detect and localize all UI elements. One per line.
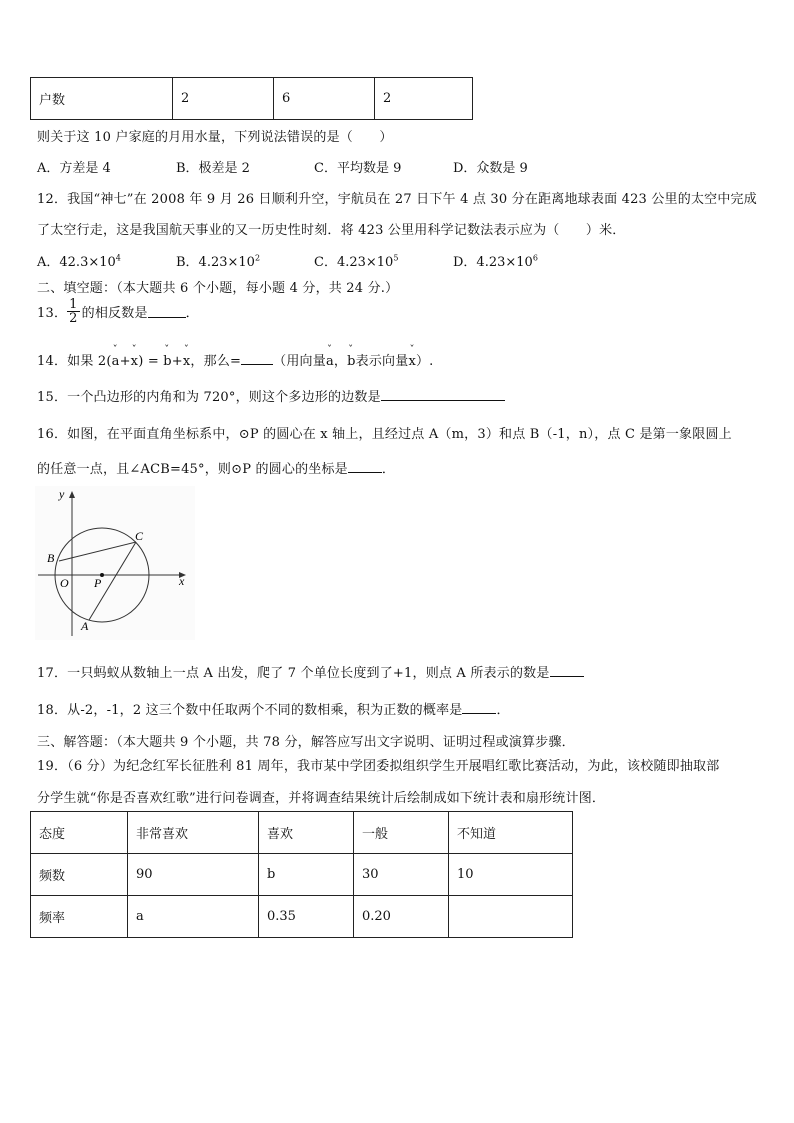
table-cell: 2 <box>375 78 473 120</box>
q14-prefix: 14．如果 2( <box>37 354 112 369</box>
q11-option-c: C．平均数是 9 <box>314 161 402 176</box>
table-cell: 30 <box>354 854 449 896</box>
vector-a: ˇ a <box>326 354 334 369</box>
table-cell: 6 <box>274 78 375 120</box>
q11-option-d: D．众数是 9 <box>453 161 528 176</box>
table-cell: 频数 <box>31 854 128 896</box>
point-c-label: C <box>135 529 144 543</box>
answer-blank <box>381 388 505 401</box>
x-axis-label: x <box>179 574 185 588</box>
q11-option-b: B．极差是 2 <box>176 161 250 176</box>
table-cell: 频率 <box>31 896 128 938</box>
q12-line2: 了太空行走，这是我国航天事业的又一历史性时刻．将 423 公里用科学记数法表示应为（ ）米． <box>37 223 626 238</box>
q12-line1: 12．我国“神七”在 2008 年 9 月 26 日顺利升空，宇航员在 27 日下午 4 点 30 分在距离地球表面 423 公里的太空中完成 <box>37 192 757 207</box>
water-usage-table <box>30 77 473 120</box>
table-header-cell: 非常喜欢 <box>128 812 259 854</box>
vector-a: ˇ a <box>112 354 120 369</box>
plus-sign: + <box>119 354 131 369</box>
q17 <box>37 662 584 681</box>
fraction-denominator: 2 <box>69 311 78 326</box>
q14-paren: （用向量 <box>273 354 326 369</box>
q18-end: ． <box>496 703 510 718</box>
q14-sep: ， <box>333 354 348 369</box>
table-cell: 10 <box>449 854 573 896</box>
q11-stem: 则关于这 10 户家庭的月用水量，下列说法错误的是（ ） <box>37 130 393 145</box>
vector-x: ˇ x <box>408 354 416 369</box>
q17-text: 17．一只蚂蚁从数轴上一点 A 出发，爬了 7 个单位长度到了+1，则点 A 所表示的数是 <box>37 666 550 681</box>
fraction <box>67 298 79 325</box>
section-3-heading: 三、解答题：（本大题共 9 个小题，共 78 分，解答应写出文字说明、证明过程或演算步骤． <box>37 735 575 750</box>
point-a-label: A <box>81 619 89 633</box>
q16-line2 <box>37 458 395 477</box>
exponent: 4 <box>115 253 121 263</box>
origin-label: O <box>60 576 69 590</box>
q15 <box>37 386 505 405</box>
table-row <box>31 854 573 896</box>
q13-text: 的相反数是 <box>81 306 148 321</box>
point-p-label: P <box>94 576 102 590</box>
vector-b: ˇ b <box>347 354 356 369</box>
plus-sign: + <box>171 354 183 369</box>
q16-line1: 16．如图，在平面直角坐标系中，⊙P 的圆心在 x 轴上，且经过点 A（m，3）和点 B（-1，n），点 C 是第一象限圆上 <box>37 427 732 442</box>
figure-background <box>35 486 195 640</box>
q12-option-c <box>314 251 398 270</box>
vector-x: ˇ x <box>131 354 139 369</box>
y-axis-label: y <box>59 487 65 501</box>
q19-line2: 分学生就“你是否喜欢红歌”进行问卷调查，并将调查结果统计后绘制成如下统计表和扇形统计图． <box>37 791 606 806</box>
q12-option-b <box>176 251 260 270</box>
table-row <box>31 812 573 854</box>
exponent: 5 <box>393 253 399 263</box>
exponent: 6 <box>532 253 538 263</box>
survey-table <box>30 811 573 938</box>
q14-then: ，那么= <box>190 354 242 369</box>
table-header-cell: 一般 <box>354 812 449 854</box>
vector-b: ˇ b <box>163 354 172 369</box>
section-2-heading: 二、填空题：（本大题共 6 个小题，每小题 4 分，共 24 分.） <box>37 281 399 296</box>
exponent: 2 <box>254 253 261 263</box>
q18 <box>37 699 510 718</box>
q12-option-a <box>37 251 121 270</box>
answer-blank <box>148 305 186 318</box>
option-text: D．4.23×10 <box>453 255 533 270</box>
table-header-cell: 态度 <box>31 812 128 854</box>
q15-text: 15．一个凸边形的内角和为 720°，则这个多边形的边数是 <box>37 390 381 405</box>
q13-num: 13． <box>37 306 68 321</box>
q12-option-d <box>453 251 538 270</box>
table-cell: a <box>128 896 259 938</box>
circle-coordinate-figure <box>35 486 195 640</box>
q18-text: 18．从-2，-1，2 这三个数中任取两个不同的数相乘，积为正数的概率是 <box>37 703 463 718</box>
q16-end: ． <box>381 462 396 477</box>
table-cell: 0.35 <box>259 896 354 938</box>
q14-mid: ) = <box>138 354 164 369</box>
option-text: C．4.23×10 <box>314 255 394 270</box>
table-cell: 0.20 <box>354 896 449 938</box>
option-text: A．42.3×10 <box>37 255 116 270</box>
point-b-label: B <box>47 551 55 565</box>
q14-rep: 表示向量 <box>355 354 409 369</box>
table-header-cell: 不知道 <box>449 812 573 854</box>
q13-end: ． <box>185 306 199 321</box>
q19-line1: 19．（6 分）为纪念红军长征胜利 81 周年，我市某中学团委拟组织学生开展唱红歌比赛活动，为此，该校随即抽取部 <box>37 759 720 774</box>
answer-blank <box>348 460 382 473</box>
q14-end: ）. <box>415 354 434 369</box>
table-cell: 2 <box>173 78 274 120</box>
vector-x: ˇ x <box>183 354 191 369</box>
fraction-numerator: 1 <box>69 297 78 312</box>
answer-blank <box>462 701 496 714</box>
option-text: B．4.23×10 <box>176 255 255 270</box>
table-cell <box>449 896 573 938</box>
table-header-cell: 喜欢 <box>259 812 354 854</box>
answer-blank <box>241 352 273 365</box>
q13 <box>37 298 199 325</box>
table-cell: 90 <box>128 854 259 896</box>
q14 <box>37 350 434 369</box>
answer-blank <box>550 664 584 677</box>
table-cell: b <box>259 854 354 896</box>
table-row <box>31 896 573 938</box>
table-label-cell: 户数 <box>31 78 173 120</box>
q11-option-a: A．方差是 4 <box>37 161 111 176</box>
q16-text: 的任意一点，且∠ACB=45°，则⊙P 的圆心的坐标是 <box>37 462 348 477</box>
